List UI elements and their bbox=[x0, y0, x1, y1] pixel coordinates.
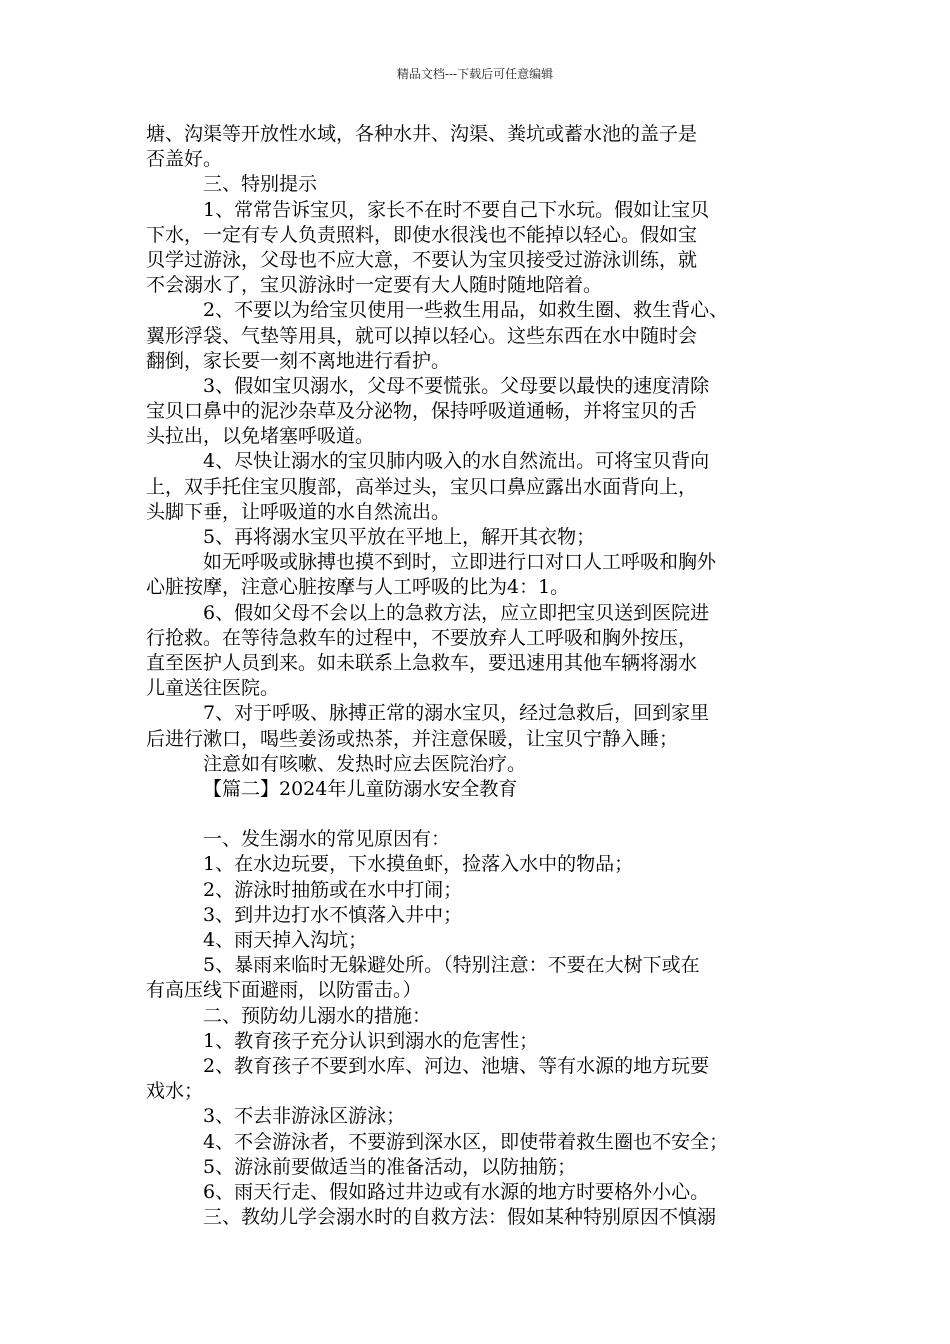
list-item: 5、游泳前要做适当的准备活动，以防抽筋； bbox=[203, 1155, 577, 1178]
text-line: 2、不要以为给宝贝使用一些救生用品，如救生圈、救生背心、 bbox=[203, 299, 729, 322]
section-title: 【篇二】2024年儿童防溺水安全教育 bbox=[203, 777, 518, 800]
text-line: 翼形浮袋、气垫等用具，就可以掉以轻心。这些东西在水中随时会 bbox=[146, 324, 698, 347]
text-line: 头脚下垂，让呼吸道的水自然流出。 bbox=[146, 500, 451, 523]
text-line: 注意如有咳嗽、发热时应去医院治疗。 bbox=[203, 752, 527, 775]
text-line: 儿童送往医院。 bbox=[146, 677, 280, 700]
section-heading: 三、教幼儿学会溺水时的自救方法：假如某种特别原因不慎溺 bbox=[203, 1206, 717, 1229]
list-item: 4、不会游泳者，不要游到深水区，即使带着救生圈也不安全； bbox=[203, 1130, 729, 1153]
text-line: 5、再将溺水宝贝平放在平地上，解开其衣物； bbox=[203, 526, 596, 548]
text-line: 1、常常告诉宝贝，家长不在时不要自己下水玩。假如让宝贝 bbox=[203, 198, 710, 221]
list-item: 2、教育孩子不要到水库、河边、池塘、等有水源的地方玩要 bbox=[203, 1054, 710, 1077]
text-line: 下水，一定有专人负责照料，即使水很浅也不能掉以轻心。假如宝 bbox=[146, 223, 698, 246]
text-line: 6、假如父母不会以上的急救方法，应立即把宝贝送到医院进 bbox=[203, 601, 710, 624]
text-line: 如无呼吸或脉搏也摸不到时，立即进行口对口人工呼吸和胸外 bbox=[203, 551, 717, 574]
text-line: 不会溺水了，宝贝游泳时一定要有大人随时随地陪着。 bbox=[146, 274, 603, 297]
document-body bbox=[146, 122, 811, 1230]
text-line: 行抢救。在等待急救车的过程中，不要放弃人工呼吸和胸外按压， bbox=[146, 626, 698, 649]
text-line: 翻倒，家长要一刻不离地进行看护。 bbox=[146, 349, 451, 372]
text-line: 3、假如宝贝溺水，父母不要慌张。父母要以最快的速度清除 bbox=[203, 374, 710, 397]
list-item: 2、游泳时抽筋或在水中打闹； bbox=[203, 878, 463, 901]
list-item: 3、不去非游泳区游泳； bbox=[203, 1105, 406, 1128]
blank-line bbox=[146, 802, 811, 827]
list-item: 1、教育孩子充分认识到溺水的危害性； bbox=[203, 1029, 539, 1052]
page-header: 精品文档---下载后可任意编辑 bbox=[396, 67, 554, 81]
text-line: 宝贝口鼻中的泥沙杂草及分泌物，保持呼吸道通畅，并将宝贝的舌 bbox=[146, 400, 698, 423]
list-item: 1、在水边玩要，下水摸鱼虾，捡落入水中的物品； bbox=[203, 853, 634, 876]
text-line: 塘、沟渠等开放性水域，各种水井、沟渠、粪坑或蓄水池的盖子是 bbox=[146, 123, 698, 145]
text-line: 头拉出，以免堵塞呼吸道。 bbox=[146, 425, 375, 448]
list-item: 3、到井边打水不慎落入井中； bbox=[203, 903, 463, 926]
text-line: 7、对于呼吸、脉搏正常的溺水宝贝，经过急救后，回到家里 bbox=[203, 702, 710, 725]
text-line: 有高压线下面避雨，以防雷击。） bbox=[146, 979, 422, 1002]
section-heading: 二、预防幼儿溺水的措施： bbox=[203, 1004, 432, 1027]
list-item: 4、雨天掉入沟坑； bbox=[203, 929, 368, 951]
section-heading: 三、特别提示 bbox=[203, 173, 318, 196]
list-item: 6、雨天行走、假如路过井边或有水源的地方时要格外小心。 bbox=[203, 1180, 710, 1203]
text-line: 4、尽快让溺水的宝贝肺内吸入的水自然流出。可将宝贝背向 bbox=[203, 450, 710, 473]
text-line: 贝学过游泳，父母也不应大意，不要认为宝贝接受过游泳训练，就 bbox=[146, 248, 698, 271]
text-line: 戏水； bbox=[146, 1080, 204, 1103]
text-line: 上，双手托住宝贝腹部，高举过头，宝贝口鼻应露出水面背向上， bbox=[146, 475, 698, 498]
text-line: 心脏按摩，注意心脏按摩与人工呼吸的比为4：1。 bbox=[146, 576, 570, 599]
list-item: 5、暴雨来临时无躲避处所。（特别注意：不要在大树下或在 bbox=[203, 954, 700, 977]
section-heading: 一、发生溺水的常见原因有： bbox=[203, 828, 451, 851]
text-line: 否盖好。 bbox=[146, 148, 223, 171]
text-line: 直至医护人员到来。如未联系上急救车，要迅速用其他车辆将溺水 bbox=[146, 651, 698, 674]
text-line: 后进行漱口，喝些姜汤或热茶，并注意保暖，让宝贝宁静入睡； bbox=[146, 727, 679, 750]
